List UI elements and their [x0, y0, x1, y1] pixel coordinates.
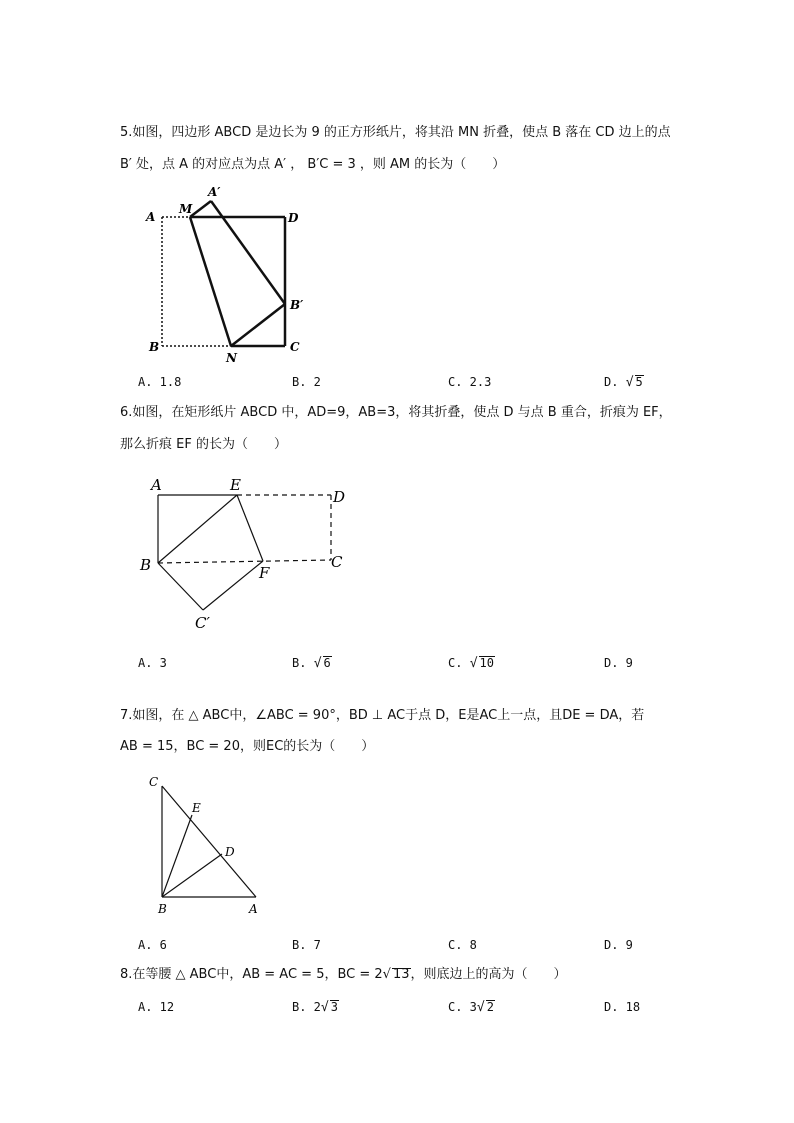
q7-option-a: A. 6 — [138, 938, 167, 952]
q7-label-d: D — [225, 845, 235, 859]
q6-label-e: E — [230, 476, 241, 494]
q5-option-c: C. 2.3 — [448, 375, 492, 389]
q6-option-c — [448, 656, 495, 671]
q6-option-d: D. 9 — [604, 656, 633, 670]
sqrt-icon: √ — [382, 967, 391, 982]
q8-option-c-radicand: 2 — [486, 1000, 494, 1014]
q8-text — [120, 968, 567, 982]
q6-option-c-prefix: C. — [448, 656, 463, 670]
q7-option-d: D. 9 — [604, 938, 633, 952]
q7-figure — [145, 770, 270, 918]
q5-option-b: B. 2 — [292, 375, 321, 389]
q7-text-line2: AB = 15，BC = 20，则EC的长为（ ） — [120, 739, 375, 754]
q7-segment-bd — [162, 854, 222, 897]
q6-label-cp: C′ — [195, 614, 210, 632]
q6-segment-bc-dashed — [158, 560, 331, 563]
q5-segment-mn — [190, 217, 231, 346]
q5-label-d: D — [288, 211, 299, 225]
q5-option-a: A. 1.8 — [138, 375, 182, 389]
q6-text-line2: 那么折痕 EF 的长为（ ） — [120, 437, 287, 452]
q8-option-b — [292, 1000, 339, 1015]
q6-label-b: B — [140, 556, 152, 574]
q5-option-d-radicand: 5 — [635, 375, 643, 389]
q8-text-prefix: 8.在等腰 △ ABC中，AB = AC = 5，BC = 2 — [120, 967, 383, 982]
q5-segment-bn2 — [231, 304, 285, 346]
q6-option-b-radicand: 6 — [323, 656, 331, 670]
q7-option-b: B. 7 — [292, 938, 321, 952]
q6-segment-be — [158, 495, 237, 563]
q8-option-c-prefix: C. 3 — [448, 1000, 477, 1014]
q6-label-c: C — [331, 553, 343, 571]
q7-text-line1: 7.如图，在 △ ABC中，∠ABC = 90°，BD ⊥ AC于点 D，E是AC上一点，且DE = DA，若 — [120, 708, 645, 723]
q6-option-b-prefix: B. — [292, 656, 307, 670]
q5-label-a: A — [146, 210, 156, 224]
q5-label-c: C — [290, 340, 300, 354]
q7-segment-ca — [162, 786, 256, 897]
q8-option-c — [448, 1000, 495, 1015]
q6-label-f: F — [259, 564, 270, 582]
q8-option-a: A. 12 — [138, 1000, 175, 1014]
sqrt-icon: √ — [469, 656, 478, 671]
q8-text-radicand: 13 — [392, 967, 410, 982]
q7-option-c: C. 8 — [448, 938, 477, 952]
q5-label-ap: A′ — [208, 185, 221, 199]
sqrt-icon: √ — [625, 375, 634, 390]
q7-segment-be — [162, 815, 192, 897]
q5-option-d — [604, 375, 644, 390]
sqrt-icon: √ — [313, 656, 322, 671]
q5-label-bp: B′ — [290, 298, 304, 312]
q8-option-b-radicand: 3 — [330, 1000, 338, 1014]
sqrt-icon: √ — [476, 1000, 485, 1015]
q5-label-m: M — [179, 202, 193, 216]
q6-segment-bcp — [158, 563, 203, 610]
q6-figure — [135, 470, 355, 635]
q8-option-b-prefix: B. 2 — [292, 1000, 321, 1014]
q8-option-d: D. 18 — [604, 1000, 641, 1014]
q5-option-d-prefix: D. — [604, 375, 619, 389]
q5-text-line1: 5.如图，四边形 ABCD 是边长为 9 的正方形纸片，将其沿 MN 折叠，使点 B 落在 CD 边上的点 — [120, 125, 671, 140]
q6-option-a: A. 3 — [138, 656, 167, 670]
q7-label-c: C — [149, 775, 159, 789]
q5-text-line2: B′ 处，点 A 的对应点为点 A′ ， B′C = 3 ，则 AM 的长为（ ） — [120, 157, 506, 172]
q5-segment-ma — [190, 201, 211, 217]
q5-figure — [140, 180, 320, 370]
q5-label-b: B — [149, 340, 160, 354]
q6-segment-ef — [237, 495, 263, 561]
sqrt-icon: √ — [320, 1000, 329, 1015]
q6-label-a: A — [151, 476, 162, 494]
q6-label-d: D — [333, 488, 346, 506]
q6-option-b — [292, 656, 332, 671]
q7-label-a: A — [249, 902, 258, 916]
q6-text-line1: 6.如图，在矩形纸片 ABCD 中，AD=9，AB=3，将其折叠，使点 D 与点 B 重合，折痕为 EF， — [120, 405, 672, 420]
q7-label-e: E — [192, 801, 201, 815]
q5-label-n: N — [226, 351, 237, 365]
q6-option-c-radicand: 10 — [479, 656, 494, 670]
q7-label-b: B — [158, 902, 167, 916]
q8-text-suffix: ，则底边上的高为（ ） — [410, 967, 567, 982]
q6-segment-cpf — [203, 561, 263, 610]
